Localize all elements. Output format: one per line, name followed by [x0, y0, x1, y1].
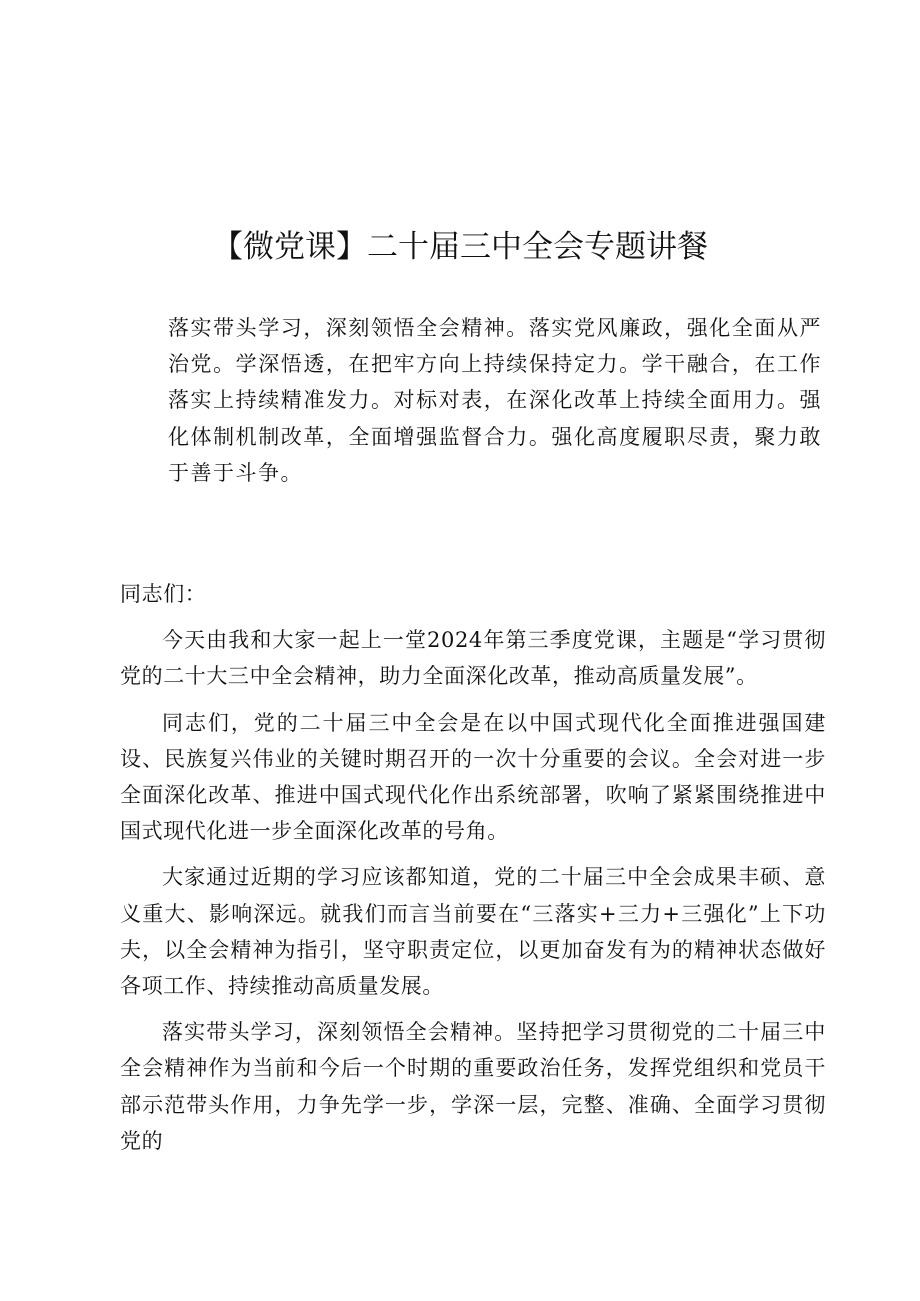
body-paragraph: 落实带头学习，深刻领悟全会精神。坚持把学习贯彻党的二十届三中全会精神作为当前和今后一个时期的重要政治任务，发挥党组织和党员干部示范带头作用，力争先学一步，学深一层，完整、准确、全面学习贯彻党的 — [120, 1020, 826, 1153]
document-body — [120, 576, 826, 1169]
document-title: 【微党课】二十届三中全会专题讲餐 — [212, 229, 708, 265]
document-abstract: 落实带头学习，深刻领悟全会精神。落实党风廉政，强化全面从严治党。学深悟透，在把牢方向上持续保持定力。学干融合，在工作落实上持续精准发力。对标对表，在深化改革上持续全面用力。强化体制机制改革，全面增强监督合力。强化高度履职尽责，聚力敢于善于斗争。 — [168, 316, 822, 485]
body-paragraph: 大家通过近期的学习应该都知道，党的二十届三中全会成果丰硕、意义重大、影响深远。就我们而言当前要在“三落实+三力+三强化”上下功夫，以全会精神为指引，坚守职责定位，以更加奋发有为的精神状态做好各项工作、持续推动高质量发展。 — [120, 865, 826, 999]
body-paragraph: 同志们，党的二十届三中全会是在以中国式现代化全面推进强国建设、民族复兴伟业的关键时期召开的一次十分重要的会议。全会对进一步全面深化改革、推进中国式现代化作出系统部署，吹响了紧紧围绕推进中国式现代化进一步全面深化改革的号角。 — [120, 710, 826, 844]
salutation: 同志们： — [120, 582, 207, 606]
body-paragraph: 今天由我和大家一起上一堂2024年第三季度党课，主题是“学习贯彻党的二十大三中全会精神，助力全面深化改革，推动高质量发展”。 — [120, 628, 826, 689]
